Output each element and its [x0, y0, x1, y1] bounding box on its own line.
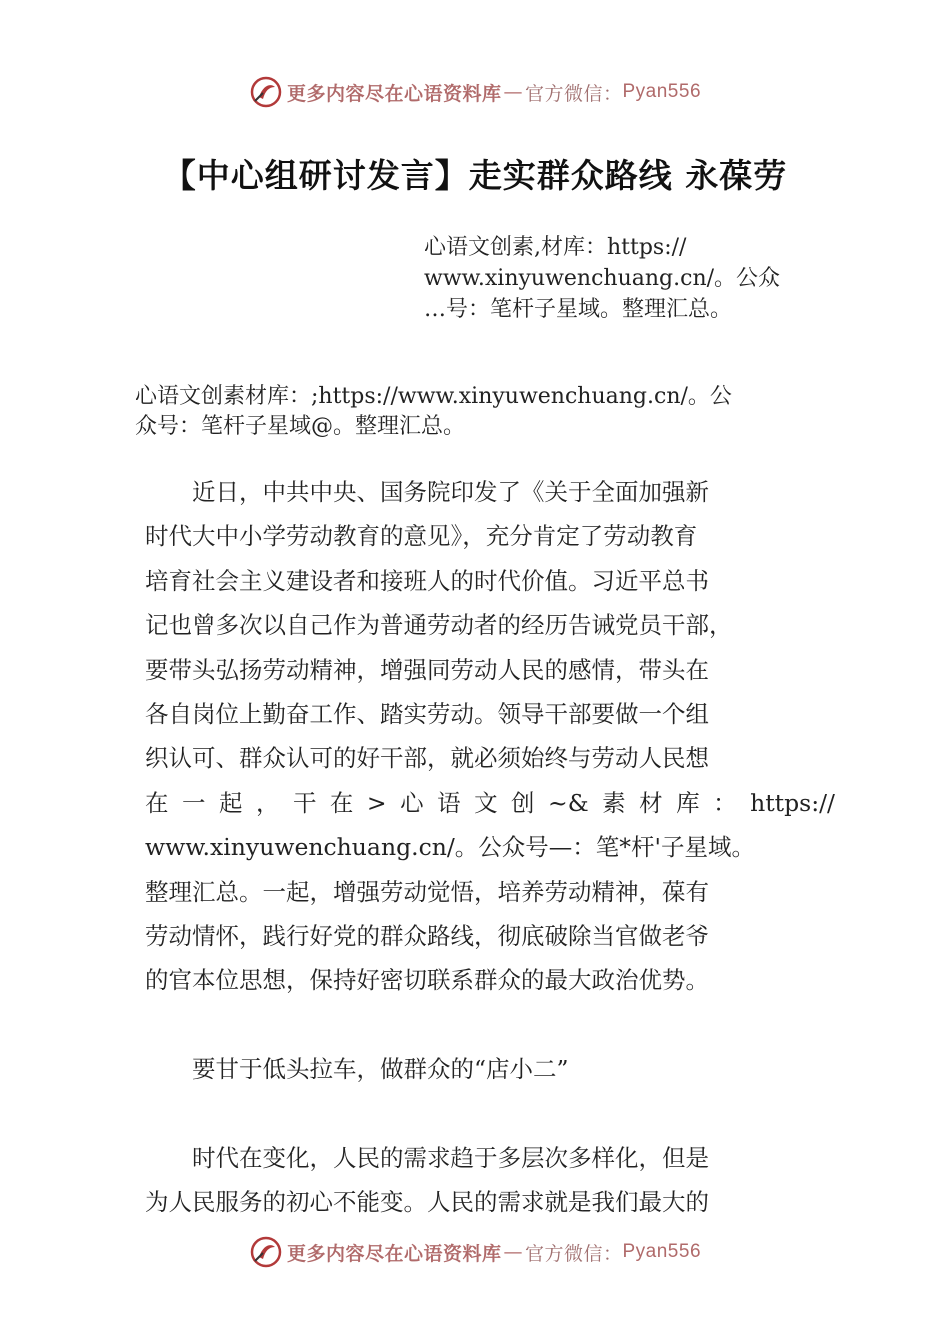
- body-line: 记也曾多次以自己作为普通劳动者的经历告诫党员干部，: [145, 611, 733, 640]
- glyph: >: [366, 788, 387, 817]
- glyph: 素: [602, 788, 626, 817]
- glyph: 起: [218, 788, 243, 817]
- body-line: 整理汇总。一起，增强劳动觉悟，培养劳动精神，葆有: [145, 877, 709, 906]
- header-watermark-banner: [0, 72, 950, 112]
- glyph: 干: [292, 788, 317, 817]
- glyph: 一: [181, 788, 206, 817]
- body-line: 近日，中共中央、国务院印发了《关于全面加强新: [145, 478, 709, 506]
- source-note-right: [424, 232, 824, 325]
- body-line: 织认可、群众认可的好干部，就必须始终与劳动人民想: [145, 744, 709, 773]
- source-line: …号：笔杆子星域。整理汇总。: [424, 297, 733, 322]
- document-body: [145, 470, 835, 1225]
- footer-watermark-banner: [0, 1232, 950, 1272]
- source-line: 心语文创素材库：;https://www.xinyuwenchuang.cn/。公: [135, 384, 732, 409]
- source-note-left: [135, 382, 835, 442]
- body-line: 的官本位思想，保持好密切联系群众的最大政治优势。: [145, 966, 709, 995]
- document-title: 【中心组研讨发言】走实群众路线 永葆劳: [162, 156, 788, 195]
- glyph: ，: [255, 788, 280, 817]
- body-line: 各自岗位上勤奋工作、踏实劳动。领导干部要做一个组: [145, 699, 709, 728]
- glyph: 库: [676, 788, 700, 817]
- glyph: 创: [511, 788, 535, 817]
- glyph: 语: [437, 788, 461, 817]
- brand-logo-icon: [249, 1235, 283, 1269]
- source-line: www.xinyuwenchuang.cn/。公众: [424, 266, 781, 291]
- body-line-justified: [145, 781, 835, 825]
- banner-dash: —: [503, 1241, 523, 1263]
- glyph: ~&: [548, 788, 589, 817]
- banner-wechat-id: Pyan556: [622, 81, 702, 102]
- paragraph-gap: [145, 1091, 835, 1135]
- glyph: 在: [145, 788, 169, 817]
- source-line: 众号：笔杆子星域@。整理汇总。: [135, 414, 466, 439]
- body-line: 劳动情怀，践行好党的群众路线，彻底破除当官做老爷: [145, 921, 709, 950]
- banner-dash: —: [503, 81, 523, 103]
- banner-wechat-label: 官方微信：: [524, 1242, 623, 1265]
- body-line: 为人民服务的初心不能变。人民的需求就是我们最大的: [145, 1188, 709, 1217]
- brand-logo-icon: [249, 75, 283, 109]
- glyph: 在: [329, 788, 354, 817]
- section-heading: 要甘于低头拉车，做群众的“店小二”: [145, 1055, 569, 1084]
- body-line: 时代大中小学劳动教育的意见》，充分肯定了劳动教育: [145, 522, 698, 551]
- body-line: 培育社会主义建设者和接班人的时代价值。习近平总书: [145, 566, 709, 595]
- glyph: https://: [750, 788, 835, 817]
- body-line: 要带头弘扬劳动精神，增强同劳动人民的感情，带头在: [145, 655, 709, 684]
- paragraph-gap: [145, 1003, 835, 1047]
- glyph: 心: [400, 788, 424, 817]
- banner-wechat-label: 官方微信：: [524, 82, 623, 105]
- body-line: www.xinyuwenchuang.cn/。公众号—：笔*杆'子星域。: [145, 833, 756, 862]
- body-line: 时代在变化，人民的需求趋于多层次多样化，但是: [145, 1143, 709, 1172]
- banner-text: 更多内容尽在心语资料库: [286, 1242, 502, 1265]
- banner-text: 更多内容尽在心语资料库: [286, 82, 502, 105]
- glyph: 材: [639, 788, 663, 817]
- glyph: ：: [713, 788, 737, 817]
- source-line: 心语文创素,材库：https://: [424, 235, 687, 260]
- glyph: 文: [474, 788, 498, 817]
- banner-wechat-id: Pyan556: [622, 1241, 702, 1262]
